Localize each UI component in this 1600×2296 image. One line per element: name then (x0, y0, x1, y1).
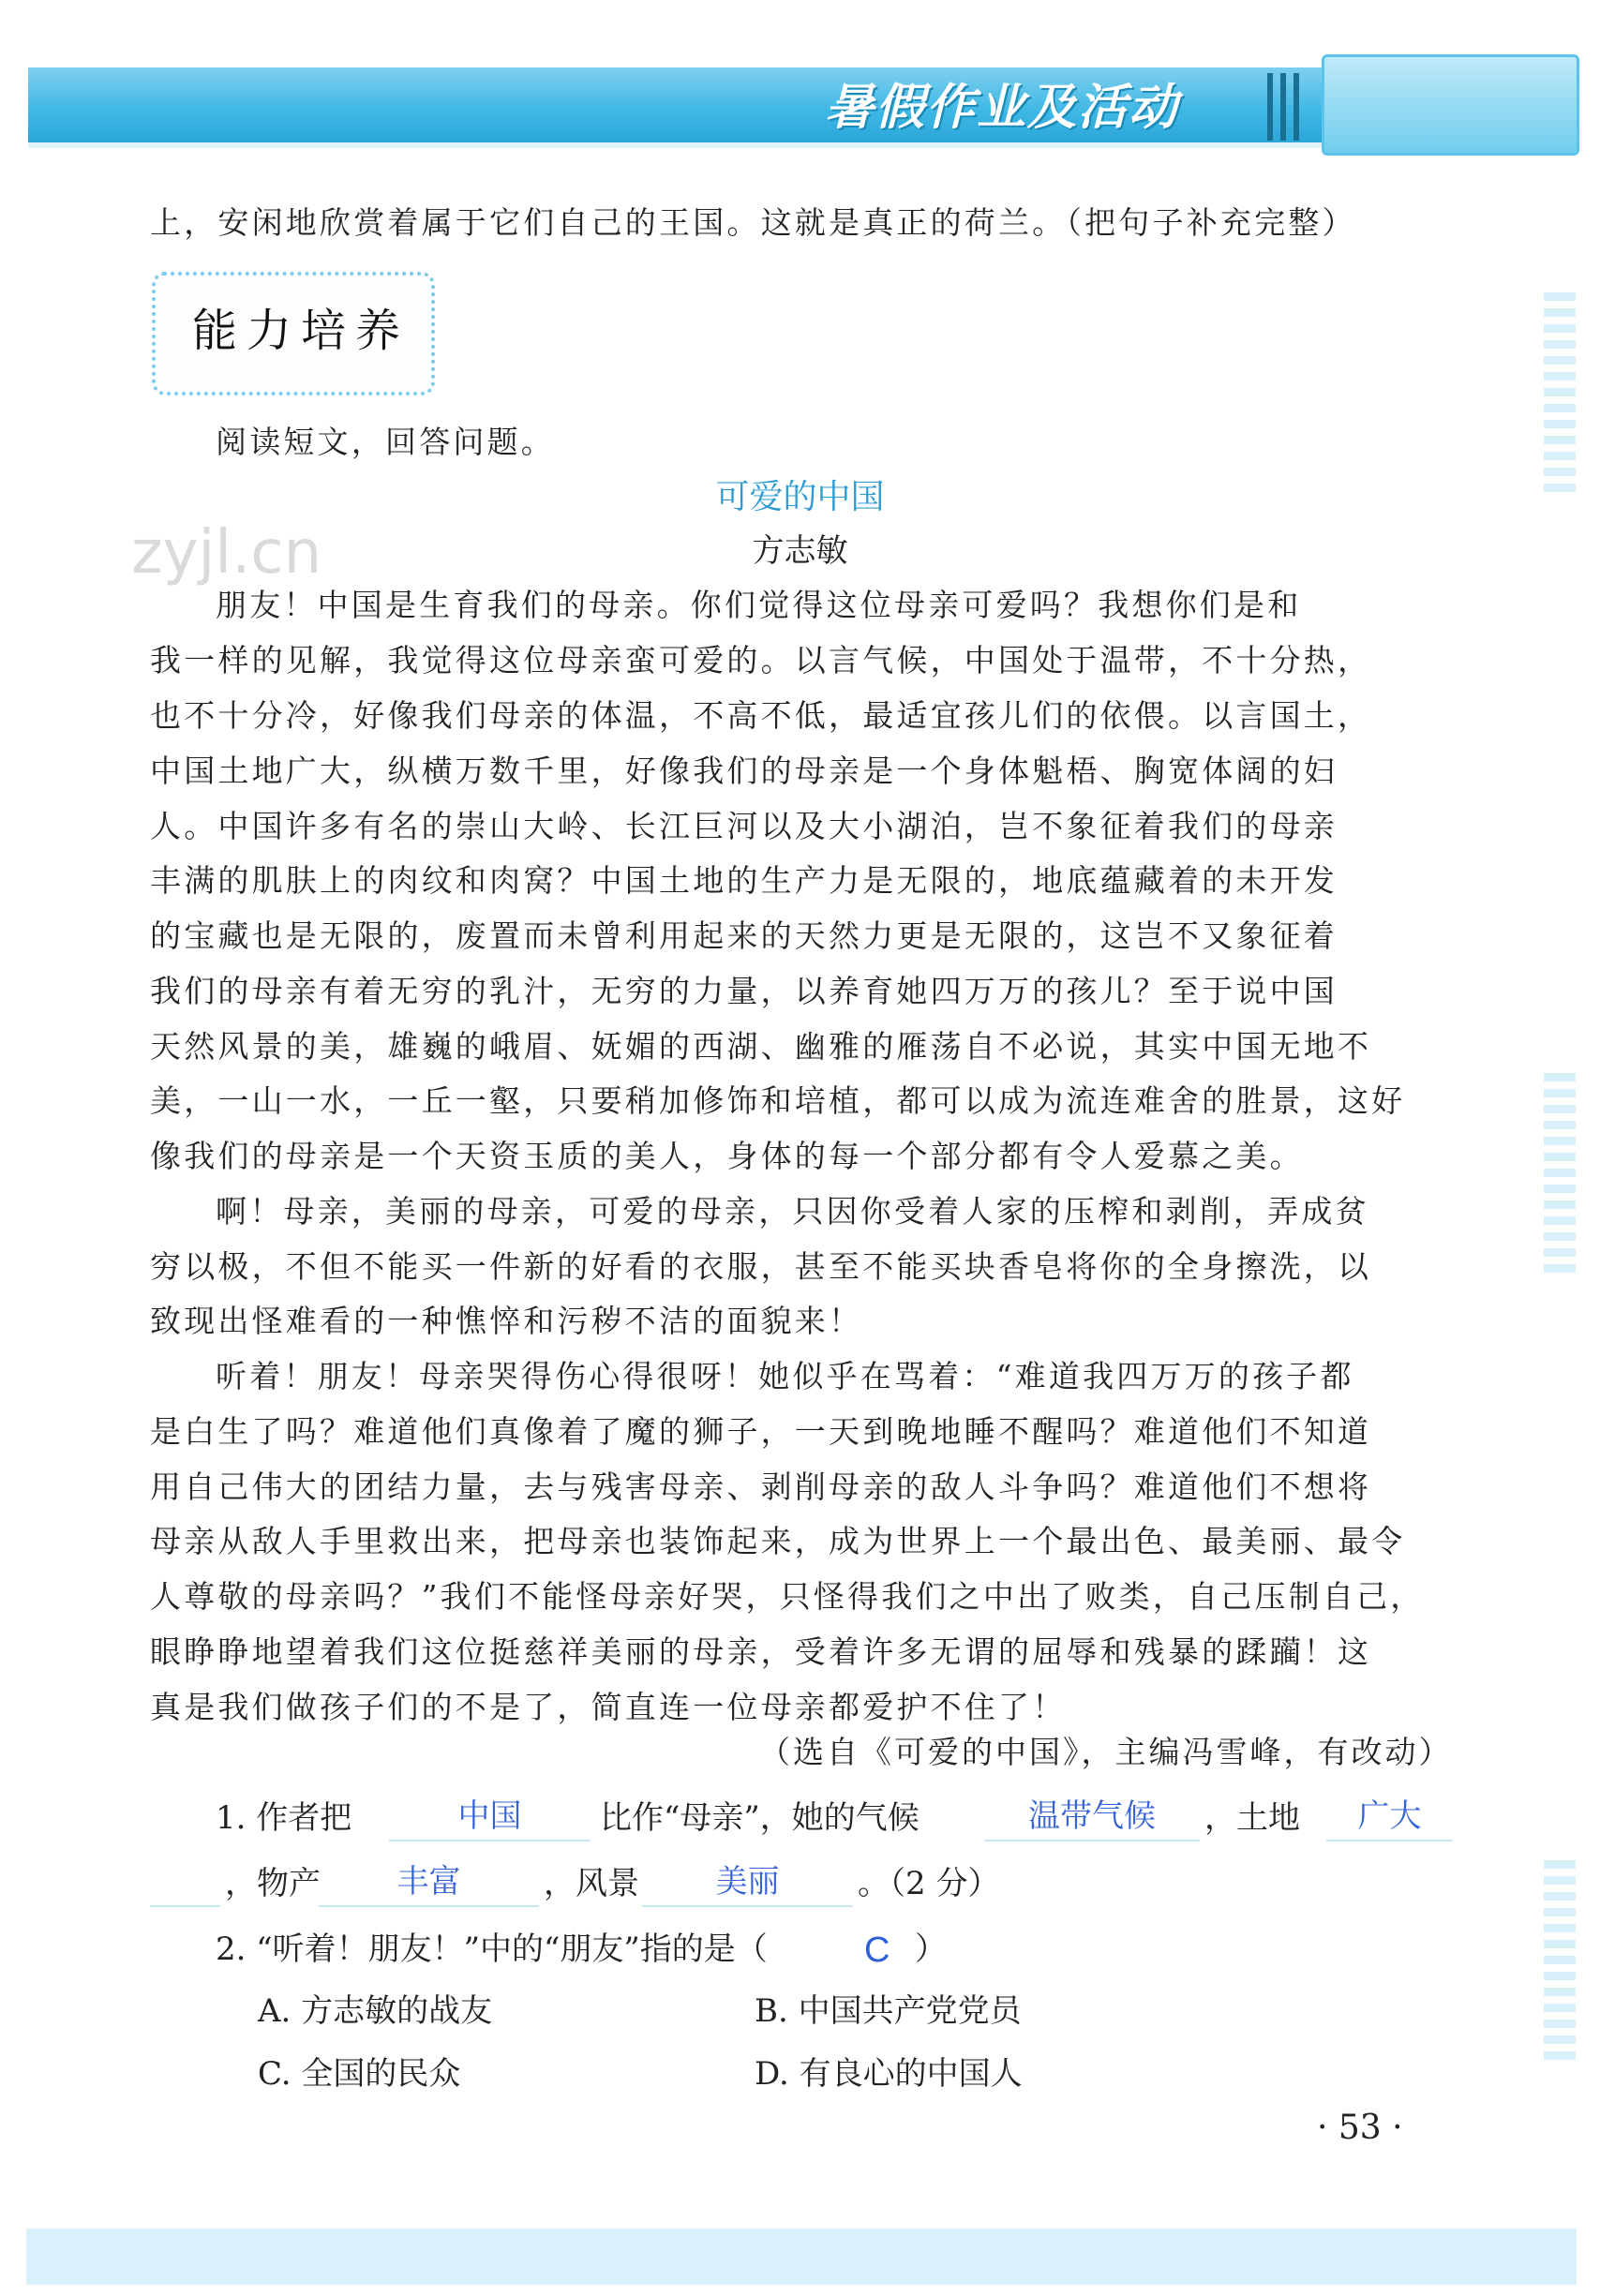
article-line: 听着！朋友！母亲哭得伤心得很呀！她似乎在骂着：“难道我四万万的孩子都 (216, 1358, 1354, 1394)
header-stripes (1267, 73, 1314, 141)
q1-answer-land[interactable]: 广大 (1326, 1795, 1453, 1841)
article-line: 丰满的肌肤上的肉纹和肉窝？中国土地的生产力是无限的，地底蕴藏着的未开发 (150, 862, 1338, 899)
article-line: 中国土地广大，纵横万数千里，好像我们的母亲是一个身体魁梧、胸宽体阔的妇 (150, 753, 1338, 789)
q1-answer-scenery[interactable]: 美丽 (642, 1860, 853, 1907)
article-line: 致现出怪难看的一种憔悴和污秽不洁的面貌来！ (150, 1303, 863, 1339)
q1-prefix: 1. 作者把 (216, 1799, 352, 1837)
top-line: 上，安闲地欣赏着属于它们自己的王国。这就是真正的荷兰。（把句子补充完整） (150, 204, 1356, 241)
bottom-band (26, 2229, 1577, 2285)
q2-option-c[interactable]: C. 全国的民众 (258, 2055, 461, 2093)
article-line: 母亲从敌人手里救出来，把母亲也装饰起来，成为世界上一个最出色、最美丽、最令 (150, 1523, 1406, 1559)
article-author: 方志敏 (752, 532, 848, 570)
watermark: zyjl.cn (131, 518, 322, 588)
side-stripes-top (1544, 292, 1576, 499)
q2-answer[interactable]: C (864, 1931, 890, 1970)
header-title: 暑假作业及活动 (825, 80, 1180, 136)
header-underline (28, 142, 1331, 148)
article-line: 朋友！中国是生育我们的母亲。你们觉得这位母亲可爱吗？我想你们是和 (216, 587, 1302, 623)
article-line: 也不十分冷，好像我们母亲的体温，不高不低，最适宜孩儿们的依偎。以言国土， (150, 697, 1372, 734)
side-stripes-middle (1544, 1073, 1576, 1280)
q1-mid2: ，土地 (1204, 1799, 1300, 1837)
article-line: 眼睁睁地望着我们这位挺慈祥美丽的母亲，受着许多无谓的屈辱和残暴的蹂躏！这 (150, 1633, 1372, 1670)
article-line: 美，一山一水，一丘一壑，只要稍加修饰和培植，都可以成为流连难舍的胜景，这好 (150, 1082, 1406, 1119)
q2-option-a[interactable]: A. 方志敏的战友 (258, 1992, 493, 2030)
article-line: 是白生了吗？难道他们真像着了魔的狮子，一天到晚地睡不醒吗？难道他们不知道 (150, 1413, 1372, 1450)
section-badge-label: 能力培养 (192, 305, 411, 357)
q1-suffix: 。（2 分） (858, 1865, 1000, 1902)
article-line: 我一样的见解，我觉得这位母亲蛮可爱的。以言气候，中国处于温带，不十分热， (150, 642, 1372, 678)
q2-option-b[interactable]: B. 中国共产党党员 (755, 1992, 1022, 2030)
q1-mid1: 比作“母亲”，她的气候 (600, 1799, 920, 1837)
article-line: 人。中国许多有名的崇山大岭、长江巨河以及大小湖泊，岂不象征着我们的母亲 (150, 808, 1338, 844)
article-line: 真是我们做孩子们的不是了，简直连一位母亲都爱护不住了！ (150, 1689, 1067, 1725)
article-line: 啊！母亲，美丽的母亲，可爱的母亲，只因你受着人家的压榨和剥削，弄成贫 (216, 1193, 1369, 1230)
article-title: 可爱的中国 (715, 478, 885, 516)
q2-option-d[interactable]: D. 有良心的中国人 (755, 2055, 1023, 2093)
article-line: 像我们的母亲是一个天资玉质的美人，身体的每一个部分都有令人爱慕之美。 (150, 1138, 1304, 1174)
article-line: 用自己伟大的团结力量，去与残害母亲、剥削母亲的敌人斗争吗？难道他们不想将 (150, 1469, 1372, 1505)
q2-stem: 2. “听着！朋友！”中的“朋友”指的是（ (216, 1931, 768, 1968)
article-source: （选自《可爱的中国》，主编冯雪峰，有改动） (759, 1734, 1453, 1770)
article-line: 穷以极，不但不能买一件新的好看的衣服，甚至不能买块香皂将你的全身擦洗，以 (150, 1248, 1372, 1285)
q1-answer-compared[interactable]: 中国 (389, 1795, 591, 1841)
page-number: · 53 · (1317, 2109, 1403, 2147)
instruction: 阅读短文，回答问题。 (216, 424, 555, 460)
q1-mid3: ，物产 (225, 1865, 321, 1902)
article-line: 的宝藏也是无限的，废置而未曾利用起来的天然力更是无限的，这岂不又象征着 (150, 917, 1338, 954)
q1-answer-climate[interactable]: 温带气候 (984, 1795, 1200, 1841)
side-stripes-bottom (1544, 1860, 1576, 2067)
q1-mid4: ，风景 (544, 1865, 639, 1902)
article-line: 天然风景的美，雄巍的峨眉、妩媚的西湖、幽雅的雁荡自不必说，其实中国无地不 (150, 1028, 1372, 1065)
article-line: 人尊敬的母亲吗？”我们不能怪母亲好哭，只怪得我们之中出了败类，自己压制自己， (150, 1578, 1425, 1615)
q1-answer-products[interactable]: 丰富 (319, 1860, 539, 1907)
q2-stem-close: ） (915, 1931, 947, 1968)
q1-answer-land-continued (150, 1860, 220, 1907)
article-line: 我们的母亲有着无穷的乳汁，无穷的力量，以养育她四万万的孩儿？至于说中国 (150, 973, 1338, 1009)
header-illustration (1322, 54, 1579, 156)
